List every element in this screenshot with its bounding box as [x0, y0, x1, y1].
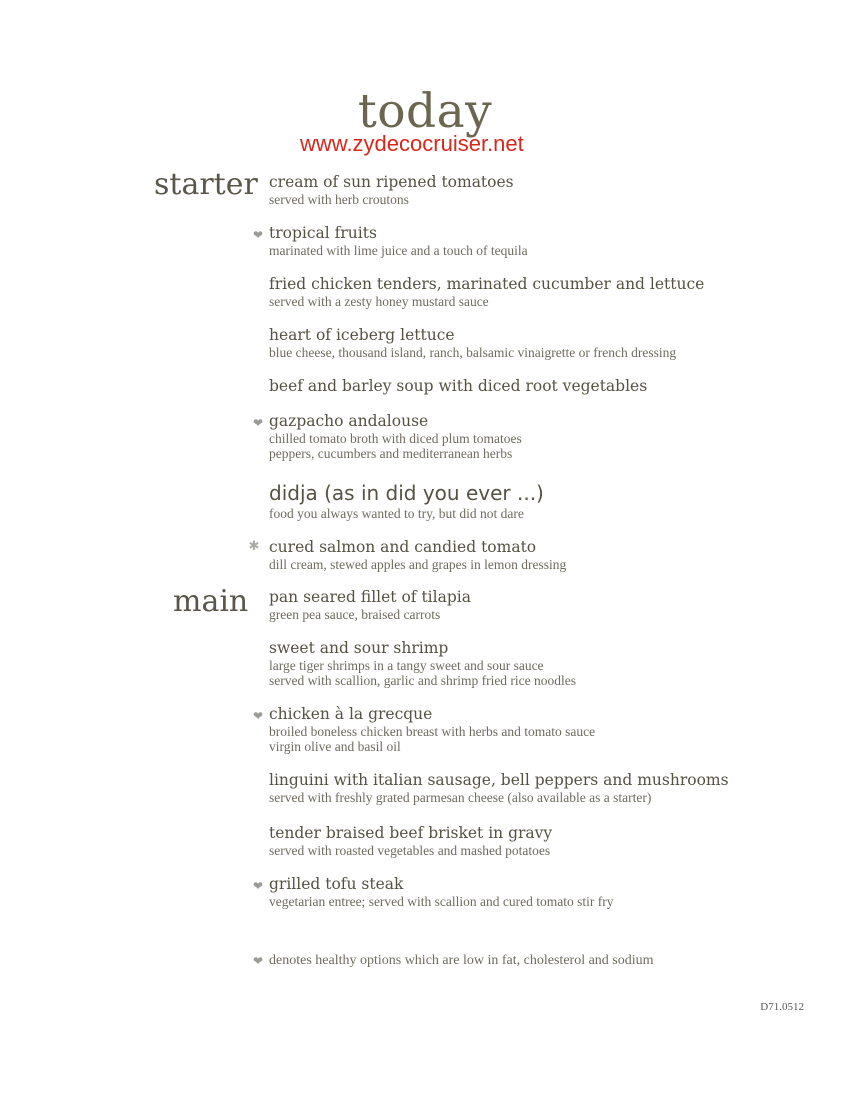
- heart-icon: ❤: [252, 954, 264, 968]
- menu-item: [269, 771, 829, 805]
- menu-item: [269, 224, 829, 258]
- page-title: today: [357, 84, 493, 139]
- dish-name: cured salmon and candied tomato: [269, 538, 537, 556]
- menu-item: [269, 481, 829, 521]
- dish-name: fried chicken tenders, marinated cucumber and lettuce: [269, 275, 705, 293]
- dish-description: marinated with lime juice and a touch of tequila: [269, 243, 528, 258]
- dish-name: cream of sun ripened tomatoes: [269, 173, 514, 191]
- dish-description: served with scallion, garlic and shrimp fried rice noodles: [269, 673, 577, 688]
- dish-description: green pea sauce, braised carrots: [269, 607, 441, 622]
- dish-description: large tiger shrimps in a tangy sweet and sour sauce: [269, 658, 544, 673]
- dish-name: grilled tofu steak: [269, 875, 404, 893]
- menu-item: [269, 639, 829, 688]
- dish-description: virgin olive and basil oil: [269, 739, 401, 754]
- dish-description: blue cheese, thousand island, ranch, balsamic vinaigrette or french dressing: [269, 345, 677, 360]
- dish-name: didja (as in did you ever ...): [269, 481, 544, 505]
- dish-description: dill cream, stewed apples and grapes in lemon dressing: [269, 557, 567, 572]
- menu-item: [269, 824, 829, 858]
- heart-icon: ❤: [252, 879, 264, 893]
- document-code: D71.0512: [760, 1001, 804, 1013]
- dish-description: vegetarian entree; served with scallion and cured tomato stir fry: [269, 894, 614, 909]
- heart-icon: ❤: [252, 228, 264, 242]
- section-starter: starter: [154, 167, 258, 202]
- dish-description: peppers, cucumbers and mediterranean herbs: [269, 446, 513, 461]
- dish-description: served with herb croutons: [269, 192, 409, 207]
- dish-description: served with freshly grated parmesan cheese (also available as a starter): [269, 790, 652, 805]
- menu-item: [269, 875, 829, 909]
- section-main: main: [173, 584, 249, 619]
- dish-description: food you always wanted to try, but did not dare: [269, 506, 524, 521]
- heart-icon: ❤: [252, 416, 264, 430]
- dish-name: heart of iceberg lettuce: [269, 326, 455, 344]
- menu-item: [269, 377, 829, 396]
- dish-name: sweet and sour shrimp: [269, 639, 449, 657]
- watermark: www.zydecocruiser.net: [300, 131, 524, 156]
- dish-description: broiled boneless chicken breast with herbs and tomato sauce: [269, 724, 596, 739]
- menu-item: [269, 412, 829, 461]
- dish-name: chicken à la grecque: [269, 705, 433, 723]
- dish-description: served with roasted vegetables and mashed potatoes: [269, 843, 551, 858]
- dish-name: tender braised beef brisket in gravy: [269, 824, 553, 842]
- dish-name: linguini with italian sausage, bell peppers and mushrooms: [269, 771, 729, 789]
- footnote: denotes healthy options which are low in fat, cholesterol and sodium: [269, 953, 654, 968]
- menu-item: [269, 538, 829, 572]
- heart-icon: ❤: [252, 709, 264, 723]
- menu-item: [269, 173, 829, 207]
- dish-description: chilled tomato broth with diced plum tomatoes: [269, 431, 522, 446]
- menu-item: [269, 705, 829, 754]
- dish-name: tropical fruits: [269, 224, 377, 242]
- dish-name: pan seared fillet of tilapia: [269, 588, 471, 606]
- dish-description: served with a zesty honey mustard sauce: [269, 294, 489, 309]
- menu-item: [269, 588, 829, 622]
- asterisk-icon: ✱: [248, 539, 260, 554]
- menu-item: [269, 275, 829, 309]
- dish-name: beef and barley soup with diced root vegetables: [269, 377, 648, 395]
- dish-name: gazpacho andalouse: [269, 412, 429, 430]
- menu-item: [269, 326, 829, 360]
